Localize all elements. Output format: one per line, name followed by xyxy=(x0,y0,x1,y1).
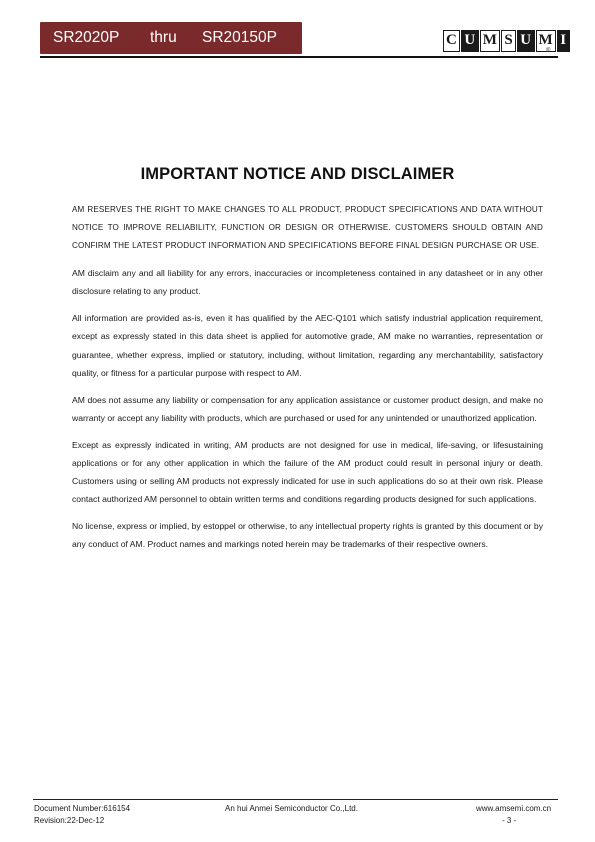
logo-letter: C xyxy=(443,30,460,52)
logo-letter: U xyxy=(517,30,534,52)
company-logo xyxy=(443,30,571,52)
page-title: IMPORTANT NOTICE AND DISCLAIMER xyxy=(140,165,455,183)
logo-letter: U xyxy=(461,30,478,52)
logo-letter: S xyxy=(501,30,516,52)
paragraph-rights-reserved: AM RESERVES THE RIGHT TO MAKE CHANGES TO ALL PRODUCT, PRODUCT SPECIFICATIONS AND DATA WITHOUT NOTICE TO IMPROVE RELIABILITY, FUNCTION OR DESIGN OR OTHERWISE. CUSTOMERS SHOULD OBTAIN AND CONFIRM THE LATEST PRODUCT INFORMATION AND SPECIFICATIONS BEFORE FINAL DESIGN PURCHASE OR USE. xyxy=(72,205,543,251)
document-number: Document Number:616154 xyxy=(34,804,131,813)
registered-mark: ® xyxy=(546,48,551,54)
logo-letter: I xyxy=(557,30,569,52)
part-range-start: SR2020P xyxy=(53,29,120,46)
footer-divider xyxy=(33,799,558,800)
paragraph-no-license: No license, express or implied, by estoppel or otherwise, to any intellectual property rights is granted by this document or by any conduct of AM. Product names and markings noted herein may be trademarks of their respective owners. xyxy=(72,521,543,550)
paragraph-as-is: All information are provided as-is, even it has qualified by the AEC-Q101 which satisfy industrial application requirement, except as expressly stated in this data sheet is applied for automotive grade, AM make no warranties, representation or guarantee, whether express, implied or statutory, including, without limitation, regarding any merchantability, satisfactory quality, or fitness for a particular purpose with respect to AM. xyxy=(72,313,543,378)
part-range-end: SR20150P xyxy=(202,29,277,46)
header-divider xyxy=(40,56,558,58)
disclaimer-body xyxy=(72,201,543,562)
paragraph-application-assistance: AM does not assume any liability or compensation for any application assistance or customer product design, and make no warranty or accept any liability with products, which are purchased or used for any unintended or unauthorized application. xyxy=(72,394,543,423)
paragraph-life-support: Except as expressly indicated in writing, AM products are not designed for use in medical, life-saving, or lifesustaining applications or for any other application in which the failure of the AM product could result in personal injury or death. Customers using or selling AM products not expressly indicated for use in such applications do so at their own risk. Please contact authorized AM personnel to obtain written terms and conditions regarding products designed for such applications. xyxy=(72,439,543,505)
page-number: - 3 - xyxy=(502,816,517,825)
company-name: An hui Anmei Semiconductor Co.,Ltd. xyxy=(225,804,358,813)
revision-date: Revision:22-Dec-12 xyxy=(34,816,105,825)
website-link[interactable]: www.amsemi.com.cn xyxy=(476,804,552,813)
logo-letter: M xyxy=(536,30,557,52)
part-range-banner xyxy=(40,22,302,54)
paragraph-liability-disclaimer: AM disclaim any and all liability for any errors, inaccuracies or incompleteness contained in any datasheet or in any other disclosure relating to any product. xyxy=(72,268,543,297)
logo-letter: M xyxy=(480,30,501,52)
part-range-word: thru xyxy=(150,29,177,46)
